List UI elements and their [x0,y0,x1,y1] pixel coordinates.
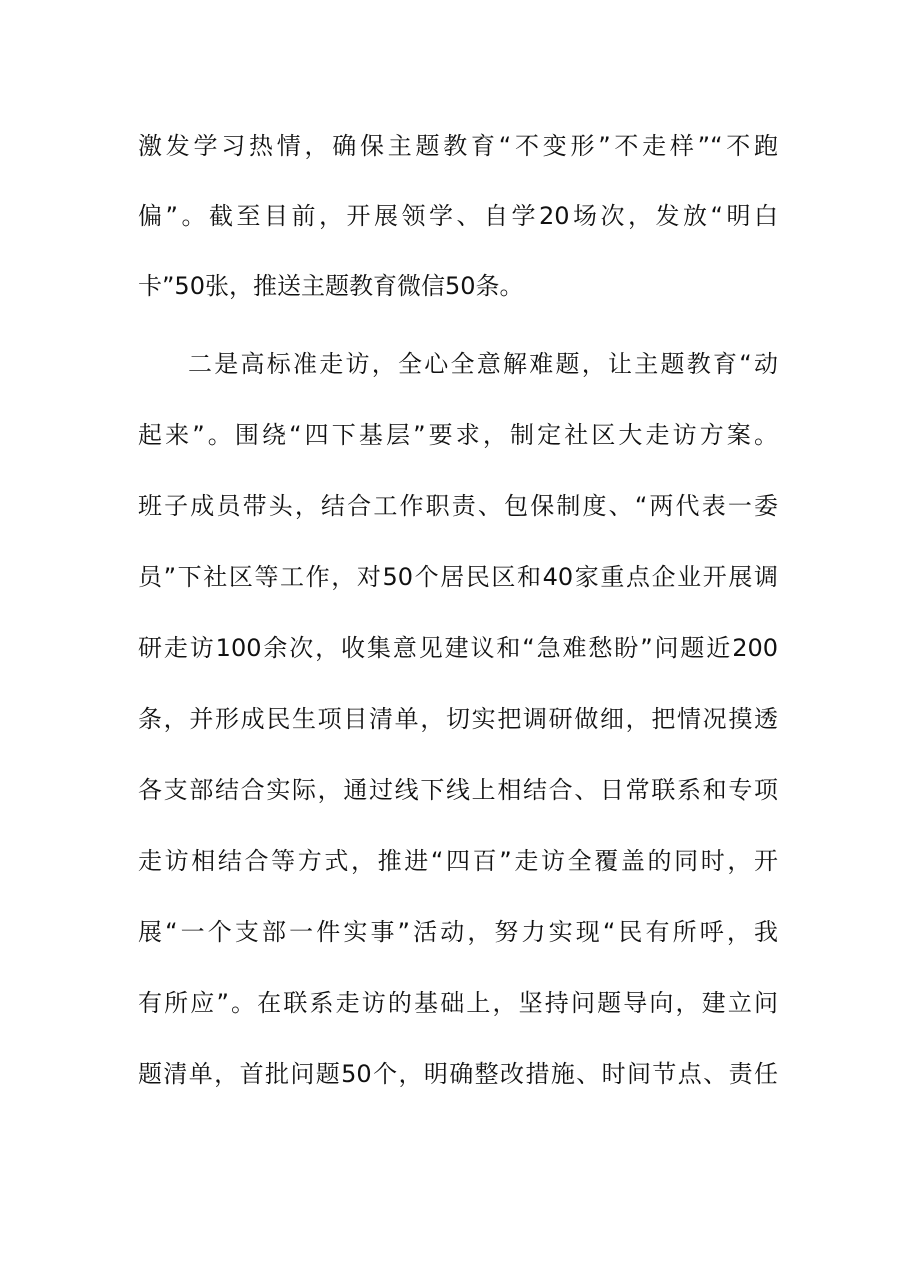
text-line: 条，并形成民生项目清单，切实把调研做细，把情况摸透 [138,705,778,733]
text-line: 偏”。截至目前，开展领学、自学20场次，发放“明白 [138,202,778,230]
text-line: 起来”。围绕“四下基层”要求，制定社区大走访方案。 [138,421,778,449]
text-line: 员”下社区等工作，对50个居民区和40家重点企业开展调 [138,563,778,591]
text-line: 班子成员带头，结合工作职责、包保制度、“两代表一委 [138,492,778,520]
text-line: 各支部结合实际，通过线下线上相结合、日常联系和专项 [138,776,778,804]
text-line: 研走访100余次，收集意见建议和“急难愁盼”问题近200 [138,634,778,662]
paragraph-start-line: 二是高标准走访，全心全意解难题，让主题教育“动 [188,350,778,378]
text-line: 卡”50张，推送主题教育微信50条。 [138,272,524,300]
text-line: 有所应”。在联系走访的基础上，坚持问题导向，建立问 [138,989,778,1017]
text-line: 展“一个支部一件实事”活动，努力实现“民有所呼，我 [138,918,778,946]
text-line: 激发学习热情，确保主题教育“不变形”不走样”“不跑 [138,132,778,160]
text-line: 走访相结合等方式，推进“四百”走访全覆盖的同时，开 [138,847,778,875]
text-line: 题清单，首批问题50个，明确整改措施、时间节点、责任 [138,1060,778,1088]
